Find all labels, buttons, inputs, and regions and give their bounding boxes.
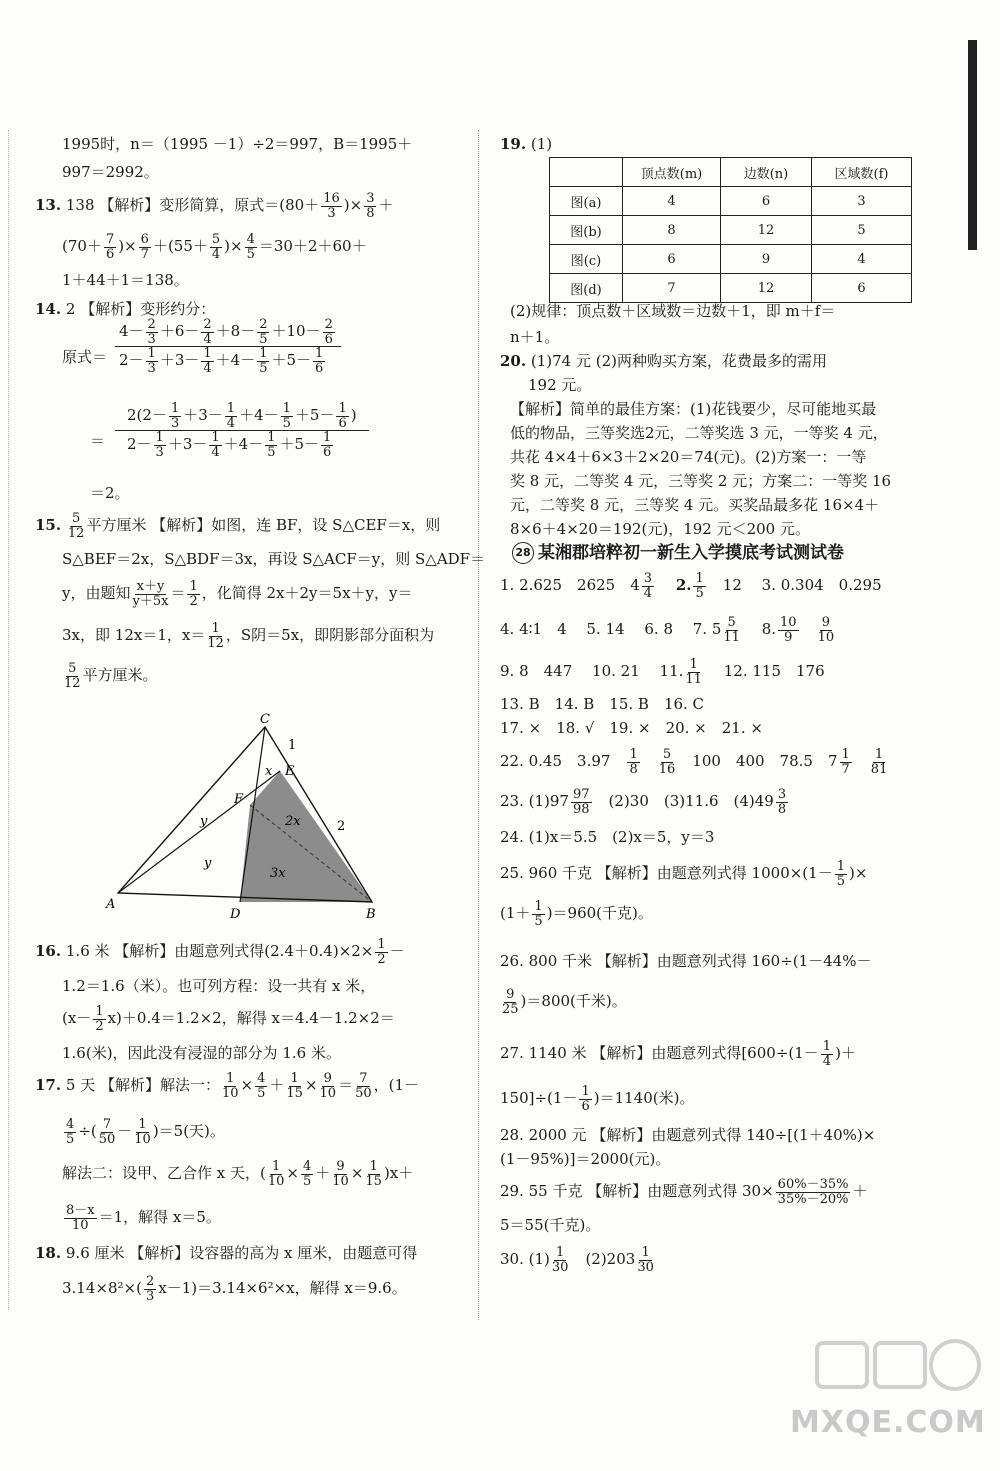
fraction: $\frac{5}{12}$ (67, 511, 85, 541)
label-y1: y (200, 814, 208, 829)
label-d: D (230, 907, 241, 920)
answer-text: (2)30 (3)11.6 (4)49 (608, 792, 774, 811)
answer-text: 9.6 厘米 【解析】设容器的高为 x 厘米，由题意可得 (65, 1244, 418, 1262)
label-1: 1 (288, 738, 297, 753)
answer-text: 5. 14 (586, 620, 625, 639)
table-cell: 12 (721, 274, 812, 303)
answer-text: 27. 1140 米 【解析】由题意列式得[600÷(1－ (500, 1044, 819, 1063)
answer-text: 2 【解析】变形约分： (65, 300, 216, 318)
answers-row: 26. 800 千米 【解析】由题意列式得 160÷(1－44%－ (500, 952, 872, 970)
answer-text: 1. 2.625 2625 4 (500, 576, 640, 595)
answers-row: 4. 4∶1 4 5. 14 6. 8 7. 5 $\frac{5}{11}$ 8. $\frac{10}{9}$ $\frac{9}{10}$ (500, 615, 835, 645)
answers-row: 29. 55 千克 【解析】由题意列式得 30× $\frac{60\%-35\%}{35\%-20\%}$ ＋ (500, 1177, 868, 1207)
text-line: (2)规律：顶点数＋区域数＝边数＋1，即 m＋f＝ (510, 302, 836, 320)
answers-row: 5＝55(千克)。 (500, 1216, 601, 1234)
table-cell: 4 (623, 187, 721, 216)
question-16 (35, 938, 405, 966)
answers-row: 1. 2.625 2625 4 $\frac{3}{4}$ 2. $\frac{1}{5}$ 12 3. 0.304 0.295 (500, 571, 882, 601)
question-number: 16. (35, 942, 62, 961)
text-line: (70＋ $\frac{7}{6}$ )× $\frac{6}{7}$ ＋(55＋ $\frac{5}{4}$ )× $\frac{4}{5}$ ＝30＋2＋60＋ (62, 232, 367, 262)
complex-fraction: 2(2－ $\frac{1}{3}$ ＋3－ $\frac{1}{4}$ ＋4－ $\frac{1}{5}$ ＋5－ $\frac{1}{6}$ ) 2－ $\frac{1}{3}$ ＋3－ $\frac{1}{4}$ ＋4－ $\frac{1}{5}$ ＋5－ $\frac{1}{6}$ (115, 402, 369, 460)
question-13: 13. 138 【解析】变形简算，原式＝(80＋ $\frac{16}{3}$ )× $\frac{3}{8}$ ＋ (35, 191, 394, 221)
column-divider (478, 130, 479, 1320)
answer-text: )＋ (835, 1044, 856, 1063)
table-cell: 图(a) (550, 187, 623, 216)
question-18 (35, 1242, 417, 1263)
answers-row: $\frac{9}{25}$ )＝800(千米)。 (502, 987, 627, 1017)
text-line: 奖 8 元，二等奖 4 元，三等奖 2 元；方案二：一等奖 16 (510, 472, 892, 490)
fraction: $\frac{5}{4}$ (211, 232, 221, 262)
section-title: 某湘郡培粹初一新生入学摸底考试测试卷 (538, 543, 844, 563)
answer-text: 150]÷(1－ (500, 1089, 578, 1108)
answer-text: 2. (675, 576, 692, 595)
answer-text: 5 天 【解析】解法一： (65, 1076, 220, 1095)
answer-text: (1)74 元 (2)两种购买方案，花费最多的需用 (530, 352, 828, 370)
table-cell: 图(d) (550, 274, 623, 303)
label-e: E (285, 764, 295, 779)
label-x: x (265, 764, 273, 779)
triangle-figure (100, 705, 400, 920)
text-span: 3x，即 12x＝1，x＝ (62, 626, 206, 645)
text-span: )＝5(天)。 (152, 1122, 225, 1141)
table-cell (550, 158, 623, 187)
label-3x: 3x (270, 866, 286, 881)
fraction: $\frac{1}{2}$ (189, 579, 198, 609)
answers-row: 22. 0.45 3.97 $\frac{1}{8}$ $\frac{5}{16}$ 100 400 78.5 7 $\frac{1}{7}$ $\frac{1}{81}$ (500, 747, 888, 777)
question-15 (35, 512, 440, 540)
table-row (550, 245, 912, 274)
question-number: 18. (35, 1244, 62, 1262)
question-number: 20. (500, 352, 527, 370)
question-number: 15. (35, 516, 62, 535)
answers-row: 30. (1) $\frac{1}{30}$ (2)203 $\frac{1}{30}$ (500, 1245, 654, 1275)
label-2x: 2x (285, 814, 301, 829)
label-c: C (260, 712, 270, 727)
answer-text: (1＋ (500, 904, 531, 923)
section-heading (512, 538, 844, 564)
text-span: － (389, 942, 405, 961)
table-cell: 6 (721, 187, 812, 216)
text-line: y，由题知 $\frac{x+y}{y+5x}$ ＝ $\frac{1}{2}$ ，化简得 2x＋2y＝5x＋y，y＝ (62, 579, 413, 609)
fraction: $\frac{1}{12}$ (207, 621, 224, 651)
complex-fraction: 4－ $\frac{2}{3}$ ＋6－ $\frac{2}{4}$ ＋8－ $\frac{2}{5}$ ＋10－ $\frac{2}{6}$ 2－ $\frac{1}{3}$ ＋3－ $\frac{1}{4}$ ＋4－ $\frac{1}{5}$ ＋5－ $\frac{1}{6}$ (115, 318, 341, 376)
table-header-row (550, 158, 912, 187)
shaded-region (240, 771, 372, 902)
table-cell: 7 (623, 274, 721, 303)
table-cell: 8 (623, 216, 721, 245)
question-14 (35, 298, 215, 319)
text-line: 997＝2992。 (62, 163, 159, 181)
text-line: ＝2。 (90, 484, 130, 502)
text-line: 1.2＝1.6（米）。也可列方程：设一共有 x 米， (62, 977, 376, 995)
answer-text: 1.6 米 【解析】由题意列式得(2.4＋0.4)×2× (65, 942, 374, 961)
answer-text: 22. 0.45 3.97 (500, 752, 611, 771)
page-edge-bar (968, 40, 977, 250)
answer-text: 12 (722, 576, 742, 595)
question-number: 14. (35, 300, 62, 318)
section-number-badge: 28 (512, 542, 534, 564)
text-line (62, 622, 434, 650)
answer-text: (1) (530, 135, 553, 153)
table-cell: 图(c) (550, 245, 623, 274)
watermark-text: MXQE.COM (790, 1405, 986, 1440)
text-span: (x－ (62, 1009, 92, 1028)
text-line: S△BEF＝2x，S△BDF＝3x，再设 S△ACF＝y，则 S△ADF＝ (62, 550, 486, 568)
answer-text: 100 400 78.5 7 (692, 752, 838, 771)
text-line: 共花 4×4＋6×3＋2×20＝74(元)。(2)方案一：一等 (510, 448, 867, 466)
answer-text: 138 【解析】变形简算，原式＝(80＋ (65, 196, 320, 215)
label-b: B (366, 907, 376, 920)
fraction: $\frac{4}{5}$ (246, 232, 255, 262)
answer-text: 9. 8 447 (500, 662, 573, 681)
text-line: $\frac{8-x}{10}$ ＝1，解得 x＝5。 (66, 1203, 221, 1233)
text-line (62, 1005, 395, 1033)
label-a: A (106, 897, 116, 912)
text-line: n＋1。 (510, 328, 560, 346)
answers-row: 25. 960 千克 【解析】由题意列式得 1000×(1－ $\frac{1}{5}$ )× (500, 859, 868, 889)
text-line (62, 662, 158, 690)
question-20 (500, 350, 827, 371)
table-cell: 5 (812, 216, 912, 245)
text-span: ＝1，解得 x＝5。 (98, 1208, 221, 1227)
fraction: $\frac{1}{2}$ (95, 1004, 104, 1034)
question-number: 13. (35, 196, 62, 215)
text-line: 3.14×8²×( $\frac{2}{3}$ x－1)＝3.14×6²×x，解得 x＝9.6。 (62, 1274, 407, 1304)
answers-row: 24. (1)x＝5.5 (2)x＝5，y＝3 (500, 828, 715, 846)
table-row (550, 216, 912, 245)
watermark-logo (815, 1335, 985, 1395)
answer-text: )× (848, 864, 868, 883)
answer-text: 12. 115 176 (723, 662, 825, 681)
table-cell: 4 (812, 245, 912, 274)
table-cell: 图(b) (550, 216, 623, 245)
fraction: $\frac{16}{3}$ (323, 191, 340, 221)
answers-row: 17. × 18. √ 19. × 20. × 21. × (500, 719, 763, 737)
answers-row: 28. 2000 元 【解析】由题意列式得 140÷[(1＋40%)× (500, 1126, 876, 1144)
table-cell: 9 (721, 245, 812, 274)
text-line: 1995时，n＝（1995 －1）÷2＝997，B＝1995＋ (62, 135, 413, 153)
text-line: 原式＝ (62, 348, 108, 366)
answer-text: 25. 960 千克 【解析】由题意列式得 1000×(1－ (500, 864, 833, 883)
text-span: 解法二：设甲、乙合作 x 天，( (62, 1164, 266, 1183)
answers-row: 13. B 14. B 15. B 16. C (500, 695, 705, 713)
fraction: $\frac{3}{8}$ (366, 191, 375, 221)
text-line: 元，二等奖 8 元，三等奖 4 元。买奖品最多花 16×4＋ (510, 496, 880, 514)
answer-text: 平方厘米 【解析】如图，连 BF，设 S△CEF＝x，则 (86, 516, 441, 535)
table-cell: 边数(n) (721, 158, 812, 187)
table-cell: 3 (812, 187, 912, 216)
answer-text: (2)203 (585, 1250, 636, 1269)
text-line: 1＋44＋1＝138。 (62, 271, 189, 289)
answers-row: 23. (1)97 $\frac{97}{98}$ (2)30 (3)11.6 (4)49 $\frac{3}{8}$ (500, 787, 787, 817)
table-cell: 区域数(f) (812, 158, 912, 187)
label-2: 2 (337, 819, 346, 834)
question-number: 19. (500, 135, 527, 153)
text-line: 1.6(米)，因此没有浸湿的部分为 1.6 米。 (62, 1044, 341, 1062)
text-span: 3.14×8²×( (62, 1279, 142, 1298)
table-row (550, 187, 912, 216)
text-line: 【解析】简单的最佳方案：(1)花钱要少，尽可能地买最 (510, 400, 877, 418)
answer-text: 7. 5 (692, 620, 722, 639)
text-line: 8×6＋4×20＝192(元)，192 元＜200 元。 (510, 520, 810, 538)
question-19 (500, 135, 552, 153)
answer-text: 11. (659, 662, 684, 681)
table-cell: 12 (721, 216, 812, 245)
answer-text: )＝800(千米)。 (520, 992, 627, 1011)
fraction: $\frac{x+y}{y+5x}$ (132, 579, 169, 609)
fraction: $\frac{5}{12}$ (64, 661, 81, 691)
fraction: $\frac{6}{7}$ (140, 232, 149, 262)
table-cell: 6 (623, 245, 721, 274)
text-line: ＝ (90, 432, 106, 450)
answer-text: )＝1140(米)。 (593, 1089, 695, 1108)
table-row (550, 274, 912, 303)
answers-row: 9. 8 447 10. 21 11. $\frac{1}{11}$ 12. 115 176 (500, 657, 825, 687)
answers-row: (1－95%)]＝2000(元)。 (500, 1150, 671, 1168)
answer-text: 4. 4∶1 4 (500, 620, 567, 639)
fraction: $\frac{1}{2}$ (377, 937, 386, 967)
table-cell: 6 (812, 274, 912, 303)
answers-row: 150]÷(1－ $\frac{1}{6}$ )＝1140(米)。 (500, 1084, 695, 1114)
text-span: ，化简得 2x＋2y＝5x＋y，y＝ (201, 584, 413, 603)
text-span: y，由题知 (62, 584, 131, 603)
answers-row: 27. 1140 米 【解析】由题意列式得[600÷(1－ $\frac{1}{4}$ )＋ (500, 1039, 856, 1069)
answer-text: ＋ (852, 1182, 868, 1201)
answer-text: 3. 0.304 0.295 (761, 576, 882, 595)
left-margin-dots (8, 130, 9, 1310)
answer-text: 10. 21 (592, 662, 640, 681)
answer-text: 6. 8 (644, 620, 673, 639)
label-f: F (234, 792, 244, 807)
text-line: 解法二：设甲、乙合作 x 天，( $\frac{1}{10}$ × $\frac{4}{5}$ ＋ $\frac{9}{10}$ × $\frac{1}{15}$ )x＋ (62, 1159, 414, 1189)
fraction: $\frac{7}{6}$ (105, 232, 115, 262)
label-y2: y (204, 856, 212, 871)
question-17: 17. 5 天 【解析】解法一： $\frac{1}{10}$ × $\frac{4}{5}$ ＋ $\frac{1}{15}$ × $\frac{9}{10}$ ＝ $\frac{7}{50}$ ，(1－ (35, 1071, 420, 1101)
text-line: 192 元。 (528, 376, 592, 394)
text-span: 平方厘米。 (82, 666, 158, 685)
answers-row: (1＋ $\frac{1}{5}$ )＝960(千克)。 (500, 899, 653, 929)
text-span: x－1)＝3.14×6²×x，解得 x＝9.6。 (158, 1279, 407, 1298)
text-line: $\frac{4}{5}$ ÷( $\frac{7}{50}$ － $\frac{1}{10}$ )＝5(天)。 (66, 1117, 225, 1147)
text-line: 低的物品，三等奖选2元，二等奖选 3 元，一等奖 4 元， (510, 424, 888, 442)
table-cell: 顶点数(m) (623, 158, 721, 187)
question-number: 17. (35, 1076, 62, 1095)
text-span: x)＋0.4＝1.2×2，解得 x＝4.4－1.2×2＝ (107, 1009, 395, 1028)
answer-text: 29. 55 千克 【解析】由题意列式得 30× (500, 1182, 774, 1201)
answer-text: 8. (761, 620, 777, 639)
answer-text: 30. (1) (500, 1250, 550, 1269)
answer-text: )＝960(千克)。 (546, 904, 653, 923)
vertex-table (549, 157, 912, 303)
answer-text: 23. (1)97 (500, 792, 569, 811)
text-span: ，S阴＝5x，即阴影部分面积为 (225, 626, 435, 645)
